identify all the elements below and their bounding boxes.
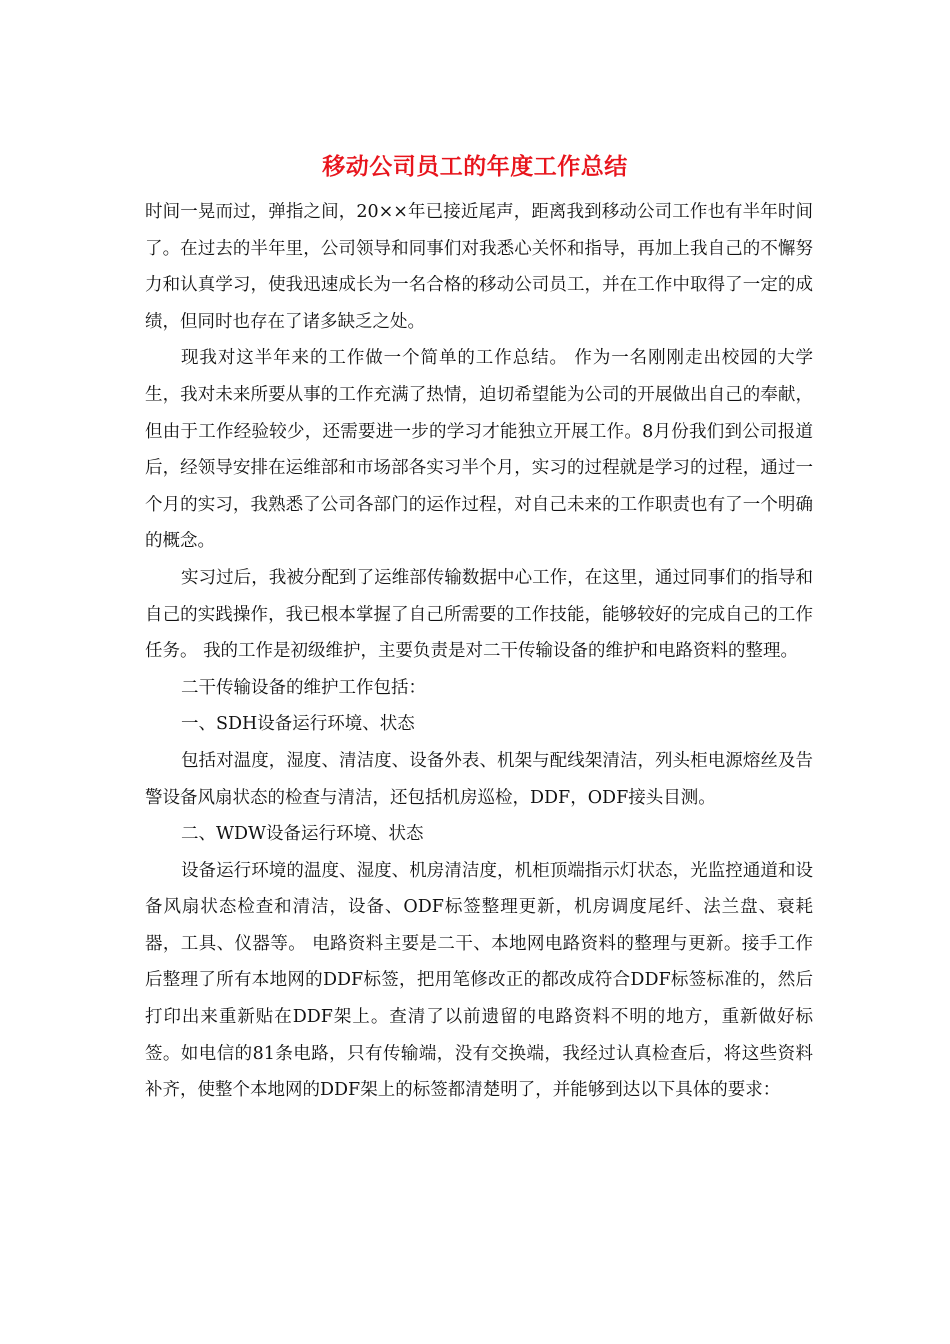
section-heading-sdh: 一、SDH设备运行环境、状态 <box>181 714 415 735</box>
document-title: 移动公司员工的年度工作总结 <box>322 153 628 180</box>
paragraph-internship: 实习过后，我被分配到了运维部传输数据中心工作，在这里，通过同事们的指导和自己的实践操作，我已根本掌握了自己所需要的工作技能，能够较好的完成自己的工作任务。 我的工作是初级维护，主要负责是对二干传输设备的维护和电路资料的整理。 <box>145 567 813 662</box>
document-body <box>145 194 813 1109</box>
paragraph-wdw-details: 设备运行环境的温度、湿度、机房清洁度，机柜顶端指示灯状态，光监控通道和设备风扇状态检查和清洁，设备、ODF标签整理更新，机房调度尾纤、法兰盘、衰耗器，工具、仪器等。 电路资料主要是二干、本地网电路资料的整理与更新。接手工作后整理了所有本地网的DDF标签，把用笔修改正的都改成符合DDF标签标准的，然后打印出来重新贴在DDF架上。查清了以前遗留的电路资料不明的地方，重新做好标签。如电信的81条电路，只有传输端，没有交换端，我经过认真检查后，将这些资料补齐，使整个本地网的DDF架上的标签都清楚明了，并能够到达以下具体的要求： <box>145 860 813 1101</box>
section-heading-wdw: 二、WDW设备运行环境、状态 <box>181 824 424 845</box>
paragraph-summary: 现我对这半年来的工作做一个简单的工作总结。 作为一名刚刚走出校园的大学生，我对未来所要从事的工作充满了热情，迫切希望能为公司的开展做出自己的奉献，但由于工作经验较少，还需要进一步的学习才能独立开展工作。8月份我们到公司报道后，经领导安排在运维部和市场部各实习半个月，实习的过程就是学习的过程，通过一个月的实习，我熟悉了公司各部门的运作过程，对自己未来的工作职责也有了一个明确的概念。 <box>145 348 813 552</box>
paragraph-intro: 时间一晃而过，弹指之间，20××年已接近尾声，距离我到移动公司工作也有半年时间了。在过去的半年里，公司领导和同事们对我悉心关怀和指导，再加上我自己的不懈努力和认真学习，使我迅速成长为一名合格的移动公司员工，并在工作中取得了一定的成绩，但同时也存在了诸多缺乏之处。 <box>145 202 813 332</box>
paragraph-maintenance-heading: 二干传输设备的维护工作包括： <box>181 677 426 698</box>
paragraph-sdh-details: 包括对温度，湿度、清洁度、设备外表、机架与配线架清洁，列头柜电源熔丝及告警设备风扇状态的检查与清洁，还包括机房巡检，DDF，ODF接头目测。 <box>145 750 813 808</box>
